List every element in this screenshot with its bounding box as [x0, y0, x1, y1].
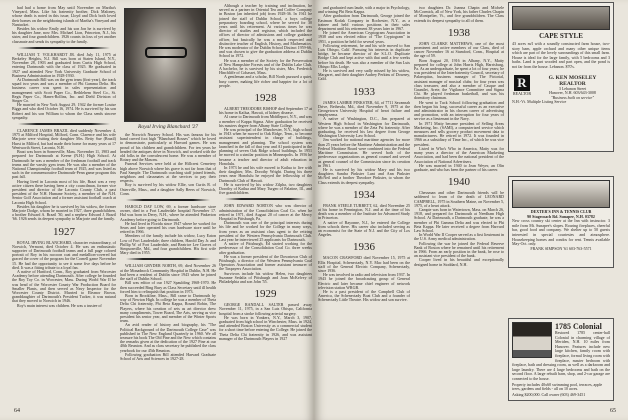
paragraph: HAROLD DAY LOW, 69, a former hardware store owner, died in a Fort Lauderdale hospital November 17. Hal was born in Derry, N.H., where he attended Pinkerton Academy before going to Dartmouth.	[120, 204, 216, 222]
paragraph: WILLIAM GRYDER NORTH, 69, died November 26 at the Monadnock Community Hospital in Dublin, N.H. He had been a resident of Dublin since 1943 when he joined the staff of Dublin School.	[120, 263, 216, 282]
paragraph: Cooper lived in his beautiful and exceptionally designed home in Stoddard, N.H.	[414, 257, 504, 267]
paragraph: Chessman and other Dartmouth friends will be saddened to learn of the death of LEONARD CAMPBELL, 1975 in Southern Maine, on November 5, 1975, of a heart attack.	[414, 190, 504, 208]
paragraph: He married in New York August 29, 1942 the former Louise Biggs and who died October 16, 1974. He is survived by his son Robert and his son William to whom the Class sends sincere sympathy.	[12, 102, 116, 120]
paragraph: In 1973 he and his wife moved to Kailua to live with their daughter, Mrs. Dorothy Wright. During his three years near Honolulu he enjoyed the fellowship of the Dartmouth Club of Hawaii.	[219, 164, 312, 183]
paragraph: He was principal of the Manchester, N.Y., high school in 1943 when he moved to Oak Ridge, Tenn., to become assistant superintendent in charge of buildings, management and planning. The school system was launched in the fall of that year and Al participated in the planning of seven Oak Ridge school buildings. In 1951 he moved to a similar position in Minneapolis. In 1956 he became a teacher and director of adult education in Honolulu.	[219, 127, 312, 166]
paragraph: At Dartmouth Bill was on the gym team (first-year), the track squad two years and was a member of Phi Gamma Delta. His business career was spent in sales representation and management with Scott Paper Co., Bethlehem Steel Co., St. Regis Paper Co., Hanes-Rollins, Inc. and Diehl Division of Singer Co.	[12, 77, 116, 104]
divider	[18, 47, 110, 49]
paragraph: An avid reader of history and biography, his "The Political Background of the Dartmouth College Case" was published in The New England Quarterly in 1960. We all treasure his book The Old Pine and the New which contains the remarks given at the dedication of the 1927 Pine at our 40th Reunion. And as class secretary he published the class yearbook for our 45th Reunion.	[120, 322, 216, 353]
agent-address: 3 Lebanon Street	[558, 85, 587, 91]
divider	[126, 199, 210, 201]
paragraph: Funeral Services were held at the Hillcrest Cemetery high above Norwich where his grave is not far from that of Paul Sample. The Dartmouth coaching staff joined friends, neighbors and classmates at the services to pay their respects.	[120, 161, 216, 184]
page-number: 65	[610, 408, 616, 414]
agent-city-phone: Hanover, N.H. 603/643-3008	[549, 90, 596, 96]
year-heading: 1929	[254, 288, 277, 301]
house-photo	[512, 6, 610, 30]
paragraph: In World War II Cooper served as a first lieutenant in the U.S. Army medical administration.	[414, 232, 504, 242]
paragraph: Al came to Dartmouth from Middleport, N.Y., and was a member of Kappa Sigma. After graduation he received his masters degree from Albany State College.	[219, 114, 312, 128]
paragraph: ALBERT THEODORE BISHOP died September 17 at his home in Kailua, Hawaii, of kidney disease.	[219, 106, 312, 116]
paragraph: A gentleman and a scholar, Bill North pursued a quiet, busy career, making life richer and happier for a lot of people.	[219, 74, 312, 88]
paragraph: two daughters Dr. Joanna Chapin and Michele McCormick, all of New York, his father Charles Chapin of Montpelier, Vt., and five grandchildren. The Class extends its deepest sympathy to all of them.	[414, 5, 504, 23]
paragraph: Besides his daughter he is survived by his widow, the former Marjorie Dodge, whom he married in 1927, three grandchildren, a brother Edward A. Brazil '30, and a nephew Edward J. Brazil '66. 1926 sends its deepest sympathy to Marjorie and the family.	[12, 203, 116, 222]
logo-text: REALTOR	[512, 90, 531, 96]
ad-address: 90 Stagecoach Rd. Sunapee, N.H. 03782	[527, 213, 595, 219]
ad-title: DEXTER'S INN & TENNIS CLUB	[530, 209, 592, 214]
realtor-logo: R REALTOR	[512, 74, 531, 96]
paragraph: GEORGE RANDALL SALTER passed away November 11, 1975, in a San Luis Obispo, California hospital from a stroke following arterial surgery.	[219, 302, 312, 316]
paragraph: Brazi was born in Somerville, Mass. November 11, 1903 and prepared for Dartmouth at Keene (N.H.) High School. At Dartmouth he was a member of the freshman football and track teams and the varsity gym team. He was also a member of the National Championship football team of 1925, and was listed as such in the commemorative Dartmouth-Penn game program this past fall.	[12, 149, 116, 180]
paragraph: ROYAL IRVING BLANCHARD, character extraordinary, of Norwich, Vermont, died October 4. He was an enthusiastic supporter of Dartmouth football teams and a full page colored portrait of Roy in his raccoon coat and medallion-covered hat graced the cover of the program for the Cornell game November 15. He had the opportunity to see it some five days before he died. It was a fitting tribute to a loyal fan.	[12, 239, 116, 270]
paragraph: Following graduation Bill attended Harvard Graduate School of Arts and Sciences in 1927-28.	[120, 351, 216, 361]
agent-motto: "Business built on service"	[550, 94, 595, 100]
year-heading: 1940	[448, 176, 470, 189]
ad-footer: N.H.-Vt. Multiple Listing Service	[512, 99, 567, 105]
paragraph: A native of Bayonne, N.J., he entered the College from schools there. His career also included serving as an economist for the State of N.J. and the City of Los Angeles.	[318, 219, 410, 238]
paragraph: Listed in Who's Who in America, Matty was for many years a director of the American Marketing Association, and had been the national president of the Association of National Advertisers.	[414, 145, 504, 164]
paragraph: Having lived in Laconia most of his life, Brazi was a very active citizen there having been a city councilman, former vice president and director of the Laconia County Club, a past president of the N.H. Humane Society, a member of the N.H. Senior Golf Association and a former assistant football coach at Laconia High School.	[12, 178, 116, 205]
paragraph: He joined the American Cryptogram Association in 1938 and was elected editor of "The Cryptogram" in 1951, a position he held for several years.	[318, 30, 410, 44]
paragraph: He was involved in radio and television from 1937. In 1943 he joined the broadcasting group of General Electric and later became chief engineer of network television station WRGB.	[318, 272, 410, 290]
paragraph: Bill was editor of our 1927 Spaulding 1968-1970. He then succeeded Bing Bury as Class Secretary until ill health forced him to relinquish that position in 1973.	[120, 280, 216, 294]
ad-price: Asking $200,000. Call owner (603) 469-3451	[512, 391, 586, 397]
agent-title: REALTOR	[559, 80, 586, 87]
paragraph: CLARENCE JAMES BRAZIL died suddenly November 4, 1975 at Milford Hospital, Milford, Conn. Clarence and his wife Marjorie were visiting their daughter Mrs. Betty Sue (Brazil) Hurst in Milford, but had made their home for many years at 17 Wentworth Street, Laconia, N.H.	[12, 128, 116, 150]
paragraph: Born in Brookline, Mass., Bill came to Dartmouth by way of Newton High. In college he was a member of Theta Delta Chi fraternity, Phi Beta Kappa, Round Robin, The Players, where his creation of sets as art director drew many compliments, Tower Board, The Arts, serving as vice president his senior year, and member of the Winter Sports team.	[120, 292, 216, 324]
paragraph: He went to Tuck School following graduation and then began his long, successful career as an executive and administrator in his chosen career of advertising and promotion, with an interruption for four years of service as a lieutenant in the Navy.	[414, 99, 504, 122]
ad-title: CAPE STYLE	[539, 32, 583, 40]
paragraph: He is survived by his widow Zilpha, two daughters Dorothy of Kailua and Mary Turgeo of Palatine, Ill., and five grandchildren.	[219, 181, 312, 196]
ad-body-2: Property includes 40x60 swimming pool, terraces, apple trees, gardens and fields - all on 10 acres.	[512, 381, 603, 392]
dexters-inn-ad[interactable]	[508, 176, 614, 268]
paragraph: the Norwich Nursery School. His was famous for his hand carved foot high "Blanchard Bosses" which he loved to demonstrate, particularly at Harvard games. He was proud of his children and grandchildren. For ten years he headed the antiques drive in Norwich, and worked with the old folks in the convalescent home. He was a member of Rotary and the Masons.	[120, 132, 216, 163]
left-column-3	[219, 4, 312, 341]
paragraph: He was a member of the Society for the Preservation of New Hampshire Forests and of the Dublin Lake Club. A bachelor, he is survived by his sister, Mrs. Frederick Hinchliffe of Cohasset, Mass.	[219, 57, 312, 76]
paragraph: WILLIAM T. VOLKHARDT JR. died July 11, 1975 at Berkeley Heights, N.J. Bill was born at Staten Island, N.Y., November 28, 1903 and graduated from Curtis High School, entering Dartmouth with the class of 1925. He graduated in 1927 and attended New York University Graduate School of Business Administration in 1928-1930.	[12, 51, 116, 78]
right-column-2	[414, 6, 504, 267]
divider	[18, 123, 110, 125]
paragraph: He was born in Yonkers, N.Y., March 3, 1907, graduated from high school in Winchester, Mass. in 1924, and attended Boston University as a commercial student for a short time before entering the College. He joined the Theta Delta Chi fraternity in 1926, and was assistant manager of the Dartmouth Players in 1927	[219, 314, 312, 341]
year-heading: 1927	[53, 225, 75, 238]
year-heading: 1928	[254, 92, 277, 105]
paragraph: Born August 20, 1916 in Albany, N.Y., Matty prepared for college at John Harris High, Harrisburg, Pa. As an undergraduate, he spent a lot of four years; he was president of the Interfraternity Council, secretary of Palaeopitus, business manager of The Pictorial, assistant manager of musical clubs; for four years was class treasurer, and also a member of Casque and Gauntlet, Arete, the Vigilance Committee and Sigma Chi. He played freshman basketball, and was his dormitory chairman.	[414, 57, 504, 101]
paragraph: A native of Washington, D.C., Jim prepared at Western High School in Washington for Dartmouth, where he was a member of the Zeta Psi fraternity. After graduating, he received his law degree from George Washington University Law School.	[318, 116, 410, 139]
paragraph: He is survived and very sadly missed by his widow, Margaret, and their daughter Audrey Perkins of Downey, Calif.	[318, 68, 410, 82]
paragraph: JAMES LAMBIE PINKSTER, 64, of 7711 Savannah Drive, Bethesda, Md., died November 9, 1975 at the Georgetown University Hospital of heart failure and emphysema.	[318, 99, 410, 118]
portrait-photo	[124, 8, 206, 122]
paragraph: Roy is survived by his widow Ellie, son Curtis R. of Osterville, Mass., and a daughter Sally Beers of Norwich, Conn.	[120, 182, 216, 196]
paragraph: Following retirement, he and his wife moved to San Luis Obispo, Calif. Pursuing his interests in duplicate bridge, he became director of the S.L.O. Duplicate Bridge Club and kept active with that until a few weeks before his death. He was also a member of the San Luis Obispo Elks Lodge.	[318, 42, 410, 69]
ad-contact: FRANK SIMPSON '61 603-763-5571	[530, 245, 592, 251]
ad-body: New cross country ski center at the Inn with instructor. 3 mile from Mt. Sunapee's slopes. Roaring fireplaces, cheerful bar, good food and company. We shelter up to 50 guests interested in special courtesies and atmosphere. Housekeeping homes and condos for rent. Tennis available May-Oct. only.	[512, 218, 610, 247]
paragraph: JOHN EDWARD NORTON who was director of administration of the Consolidation Coal Co. when he retired in 1971, died August 20 of cancer at the Mercy Hospital in Pittsburgh, Pa.	[219, 203, 312, 221]
paragraph: He had lived in Florida since 1947 where he worked for Sears and later operated his own hardware store until he retired in 1966.	[120, 220, 216, 235]
paragraph: Although a teacher by training and inclination, he served as a partner in Oriental Tea and Coffee Company in Boston (an inherited job) from 1928-36. In 1941 he joined the staff of Dublin School, a boys college preparatory boarding school, where he served for 30 years until his retirement. At various times he was director of studies and registrar, which included the offices of director of admissions and college guidance officer, but basically he was a much respected and distinctive teacher of English, History, and Mathematics. He was moderator of the Dublin School Distinct 1959-66, and was chosen to give the graduation address at Dublin School in 1972.	[219, 3, 312, 59]
colonial-house-photo	[512, 322, 552, 358]
paragraph: After graduation from Dartmouth, George joined the Eastman Kodak Company in Rochester, N.Y., as a trainee and held various positions in their sales department until his retirement 38 years later in 1967.	[318, 13, 410, 32]
ad-body: 43 acres m/l with a soundly constructed farm house, two-story barn, apple orchard and many other unique items which are part of the lovely surroundings of this small farm. House is ideal for the large family, with 5 bedrooms and 3 baths. Land is part wooded and part open, and the pond is not far from the house. Lebanon. $70's.	[512, 41, 610, 69]
cape-style-ad[interactable]	[508, 2, 614, 152]
paragraph: Campie was born in Watertown, Mass. on March 26, 1918, and prepared for Dartmouth at Needham High School. At Dartmouth, a Dartmouth graduate, he was a member of Phi Gamma Delta and was elected to Phi Beta Kappa. He later received a degree from Harvard Law School.	[414, 206, 504, 233]
agent-name: G. KEN MOSELEY	[548, 74, 597, 81]
paragraph: Jim worked for national maritime agencies for more than 25 years before the Maritime Administration and the Federal Maritime Board were combined into the Federal Maritime Commission. He served both of the predecessor organizations as general counsel and served as general counsel of the Commission since its creation in 1961.	[318, 137, 410, 168]
paragraph: Survivors include his widow Helen, two daughters Suzanne Sedalia of Pittsburgh and Joan McKelvey of Philadelphia and son John '55.	[219, 270, 312, 284]
paragraph: He is a past president of the Campbell Club of America, the Schenectady Boat Club and a founder of Schenectady Little Theatre. His widow and son survive.	[318, 288, 410, 303]
divider	[126, 258, 210, 260]
left-column-1	[12, 6, 116, 308]
paragraph: MACON CRAWFORD died November 15, 1975 at Ellis Hospital, Schenectady, N.Y. Mac had been on the staff of the General Electric Company, Schenectady, since 1936.	[318, 255, 410, 273]
year-heading: 1936	[353, 241, 375, 254]
paragraph: He was married in 1940 to Jean Weyer, an Olin graduate, and who has been the partner of his career.	[414, 162, 504, 172]
paragraph: JOHN CLARKE MATTHEWS, one of the most prominent and active members of our Class, died of cancer November 16 at Stamford, Conn., Hospital at the age of 59.	[414, 40, 504, 59]
paragraph: Dartmouth was one of the principal interests during his life and he worked for the College in many ways, from years as an assistant class agent to the retiring president of the Western Pennsylvania Dartmouth Club. Last year he interviewed 25 applicants for Dartmouth.	[219, 220, 312, 242]
paragraph: A native of Pittsburgh, Ed started working for the predecessor of the Consolidation Coal Co. three weeks after graduation.	[219, 241, 312, 255]
paragraph: and graduated cum laude, with a major in Psychology, and winning Phi Beta Kappa.	[318, 5, 410, 15]
ad-body: Restored 1785 center-hall Colonial in charming village of Meriden, N.H. 10 miles from Hanover. Features include new large kitchen, family room with fireplace, formal living room with fireplace, master bedroom with fireplace, bath and dressing room, as well as a darkroom and large laundry. There are 4 large bedrooms and bath on the second floor. A large rebuilt barn, shop, and 2-car garage are connected to the house.	[512, 330, 610, 381]
paragraph: FRANK STEELE TURBETT, 62, died November 25 at his home in Pennington, N.J. and at the time of his death was a member of the Institute for Advanced Study in Princeton.	[318, 202, 410, 221]
year-heading: 1938	[448, 26, 470, 39]
left-column-2	[120, 133, 216, 361]
right-column-1	[318, 6, 410, 303]
paragraph: had had a home from May until November on Martha's Vineyard, Mass. Like his fraternity brother, Dick Maloney, whose death is noted in this issue, Lloyd and Dick both loved their homes on the neighboring islands of Martha's Vineyard and Nantucket.	[12, 5, 116, 27]
paragraph: He is survived by his widow Mary and his two daughters Sandra Pinkster Lunt and Ann Pinkster McNeil and a brother Theodore Pinkster, to whom the Class extends its deepest sympathy.	[318, 166, 410, 185]
paragraph: Besides his widow Emily and his son Jon he is survived by his daughter Jane, now Mrs. Michael Lion, Princeton, N.J., his sister, and four grandchildren. 1926 counts its loss of yet another classmate and sends its sympathy to the family.	[12, 26, 116, 44]
page-number: 64	[14, 408, 20, 414]
year-heading: 1934	[353, 188, 375, 201]
inn-illustration	[512, 180, 610, 208]
year-heading: 1933	[353, 85, 375, 98]
paragraph: A native of Hartford, Conn., Roy graduated from Worcester Academy before attending Dartmouth. After college he founded the Roy Toy Co. in Worcester, Mass. During World War II he was head of the Worcester County War Production Board for Smaller Plants, and then served as Navy Inspector for the Worcester County District. Married to Eleanor Brown, granddaughter of Dartmouth's President Tucker, it was natural that they moved to Norwich in 1946.	[12, 268, 116, 304]
photo-caption: Royal Irving Blanchard '27	[137, 124, 199, 130]
divider	[225, 198, 306, 200]
paragraph: Members of the family include his widow, Lucy Eaton Low of Fort Lauderdale; three children, Harold Day Jr. and Phillip W. of Fort Lauderdale, and Beatrice Lee Graves of Simpsonville, Md., and four grandchildren. His first wife Mary died in 1955.	[120, 233, 216, 256]
colonial-ad[interactable]	[508, 318, 614, 401]
paragraph: Following the war he joined the Federal Reserve Bank of Boston where he remained until his retirement in 1966. From an early position in the bank, he rose to an assistant vice president of the bank.	[414, 240, 504, 259]
paragraph: In 1971 Matty became president of Selling Areas Marketing, Inc. (SAMI), a computerized service which measures and sells grocery product movement data to manufacturers. He retired in 1972. It was founded in 1966 as a subsidiary of Time Inc., of which he was vice president.	[414, 120, 504, 147]
ad-title: 1785 Colonial	[555, 322, 602, 331]
paragraph: Roy's main interest was children. He was a trustee of	[17, 302, 102, 308]
paragraph: He was a former president of the Downtown Club of Pittsburgh, a director of the Western Pennsylvania Coal Operators Association and former assistant treasurer of the Taxpayers Association.	[219, 253, 312, 272]
glasses	[145, 47, 187, 58]
